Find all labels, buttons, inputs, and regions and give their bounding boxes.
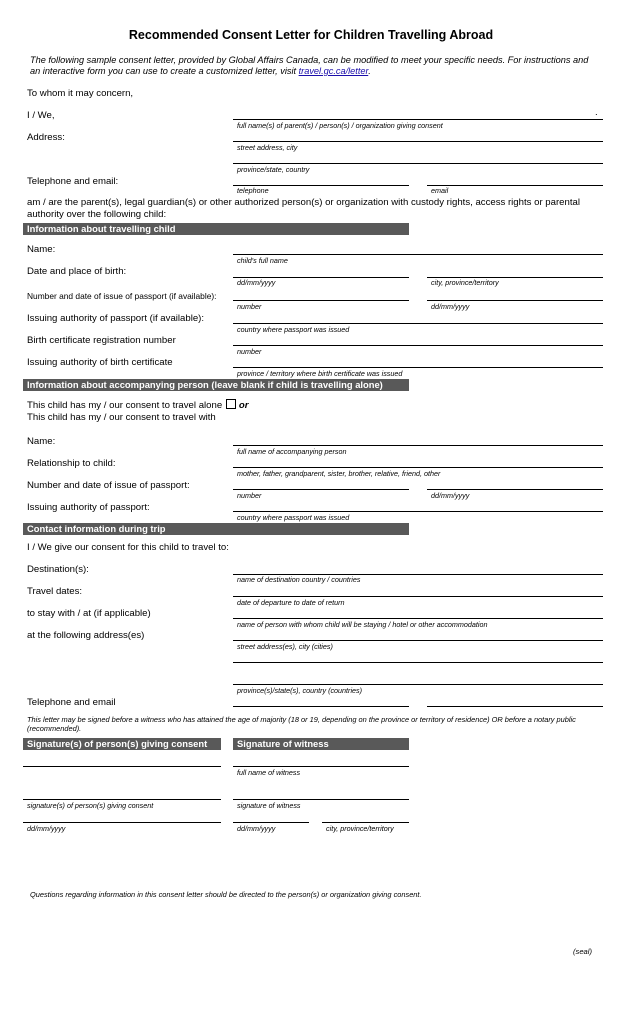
stay-street-line[interactable] — [233, 640, 603, 641]
acc-number-line[interactable] — [233, 489, 409, 490]
passport-number-line[interactable] — [233, 300, 409, 301]
letter-link[interactable]: travel.gc.ca/letter — [298, 66, 369, 76]
signature-line[interactable] — [23, 799, 221, 800]
email-caption: email — [431, 186, 449, 195]
footer-note: Questions regarding information in this consent letter should be directed to the person(s) or organization giving consent. — [30, 890, 422, 899]
relationship-line[interactable] — [233, 467, 603, 468]
stay-label: to stay with / at (if applicable) — [27, 608, 151, 619]
acc-authority-label: Issuing authority of passport: — [27, 502, 150, 513]
birth-cert-label: Birth certificate registration number — [27, 335, 176, 346]
dob-label: Date and place of birth: — [27, 266, 127, 277]
child-name-line[interactable] — [233, 254, 603, 255]
passport-country-caption: country where passport was issued — [237, 325, 350, 334]
acc-name-line[interactable] — [233, 445, 603, 446]
destination-caption: name of destination country / countries — [237, 575, 361, 584]
authority-label: Issuing authority of passport (if available): — [27, 313, 205, 324]
birth-province-caption: province / territory where birth certificate was issued — [237, 369, 403, 378]
dates-caption: date of departure to date of return — [237, 598, 345, 607]
travel-alone-checkbox[interactable] — [226, 399, 236, 409]
phone-email-label: Telephone and email: — [27, 176, 119, 187]
birth-city-caption: city, province/territory — [431, 278, 499, 287]
sig-date-caption: dd/mm/yyyy — [27, 824, 66, 833]
birth-cert-line[interactable] — [233, 345, 603, 346]
acc-country-line[interactable] — [233, 511, 603, 512]
birth-province-line[interactable] — [233, 367, 603, 368]
section-signatures: Signature(s) of person(s) giving consent — [23, 738, 221, 750]
section-contact: Contact information during trip — [23, 523, 409, 535]
witness-signature-caption: signature of witness — [237, 801, 301, 810]
section-accompanying: Information about accompanying person (leave blank if child is travelling alone) — [23, 379, 409, 391]
email-line[interactable] — [427, 185, 603, 186]
birth-cert-caption: number — [237, 347, 262, 356]
passport-label: Number and date of issue of passport (if available): — [27, 291, 217, 301]
witness-city-caption: city, province/territory — [326, 824, 394, 833]
contact-email-line[interactable] — [427, 706, 603, 707]
custody-text: am / are the parent(s), legal guardian(s) or other authorized person(s) or organization with custody rights, access rights or parental authority over the following child: — [27, 197, 580, 220]
acc-number-caption: number — [237, 491, 262, 500]
witness-date-line[interactable] — [233, 822, 309, 823]
relationship-caption: mother, father, grandparent, sister, brother, relative, friend, other — [237, 469, 441, 478]
street-caption: street address, city — [237, 143, 298, 152]
signature-caption: signature(s) of person(s) giving consent — [27, 801, 154, 810]
passport-date-line[interactable] — [427, 300, 603, 301]
acc-country-caption: country where passport was issued — [237, 513, 350, 522]
page-title: Recommended Consent Letter for Children Travelling Abroad — [128, 28, 494, 42]
birth-authority-label: Issuing authority of birth certificate — [27, 357, 173, 368]
parent-name-line[interactable] — [233, 119, 603, 120]
street-line[interactable] — [233, 141, 603, 142]
witness-city-line[interactable] — [322, 822, 409, 823]
consent-label: I / We give our consent for this child to travel to: — [27, 542, 229, 553]
acc-date-caption: dd/mm/yyyy — [431, 491, 470, 500]
witness-date-caption: dd/mm/yyyy — [237, 824, 276, 833]
stay-line[interactable] — [233, 618, 603, 619]
passport-number-caption: number — [237, 302, 262, 311]
destinations-label: Destination(s): — [27, 564, 89, 575]
contact-phone-line[interactable] — [233, 706, 409, 707]
child-name-label: Name: — [27, 244, 56, 255]
stay-extra-line[interactable] — [233, 662, 603, 663]
intro-text: The following sample consent letter, provided by Global Affairs Canada, can be modified to meet your specific needs. For instructions and an interactive form you can use to create a customized letter, visit travel.gc.ca/letter. — [30, 55, 589, 76]
stay-province-line[interactable] — [233, 684, 603, 685]
parent-name-caption: full name(s) of parent(s) / person(s) / organization giving consent — [237, 121, 443, 130]
province-caption: province/state, country — [237, 165, 310, 174]
relationship-label: Relationship to child: — [27, 458, 116, 469]
section-witness: Signature of witness — [233, 738, 409, 750]
i-we-label: I / We, — [27, 110, 55, 121]
section-child: Information about travelling child — [23, 223, 409, 235]
seal-label: (seal) — [573, 947, 592, 956]
child-name-caption: child's full name — [237, 256, 288, 265]
witness-note: This letter may be signed before a witness who has attained the age of majority (18 or 19, depending on the province or territory of residence) OR before a notary public (recommended). — [27, 715, 576, 733]
stay-street-caption: street address(es), city (cities) — [237, 642, 333, 651]
acc-name-caption: full name of accompanying person — [237, 447, 347, 456]
witness-name-line[interactable] — [233, 766, 409, 767]
dates-line[interactable] — [233, 596, 603, 597]
greeting: To whom it may concern, — [27, 88, 134, 99]
travel-alone-row: This child has my / our consent to travel alone or — [27, 400, 249, 411]
acc-passport-label: Number and date of issue of passport: — [27, 480, 190, 491]
province-line[interactable] — [233, 163, 603, 164]
dob-caption: dd/mm/yyyy — [237, 278, 276, 287]
address-label: Address: — [27, 132, 65, 143]
period: . — [595, 107, 598, 118]
contact-phone-label: Telephone and email — [27, 697, 116, 708]
acc-date-line[interactable] — [427, 489, 603, 490]
consent-name-line[interactable] — [23, 766, 221, 767]
dates-label: Travel dates: — [27, 586, 83, 597]
passport-country-line[interactable] — [233, 323, 603, 324]
sig-date-line[interactable] — [23, 822, 221, 823]
telephone-caption: telephone — [237, 186, 269, 195]
passport-date-caption: dd/mm/yyyy — [431, 302, 470, 311]
stay-caption: name of person with whom child will be staying / hotel or other accommodation — [237, 620, 488, 629]
stay-province-caption: province(s)/state(s), country (countries) — [237, 686, 363, 695]
travel-with-label: This child has my / our consent to travel with — [27, 412, 216, 423]
witness-name-caption: full name of witness — [237, 768, 301, 777]
witness-signature-line[interactable] — [233, 799, 409, 800]
stay-address-label: at the following address(es) — [27, 630, 145, 641]
acc-name-label: Name: — [27, 436, 56, 447]
